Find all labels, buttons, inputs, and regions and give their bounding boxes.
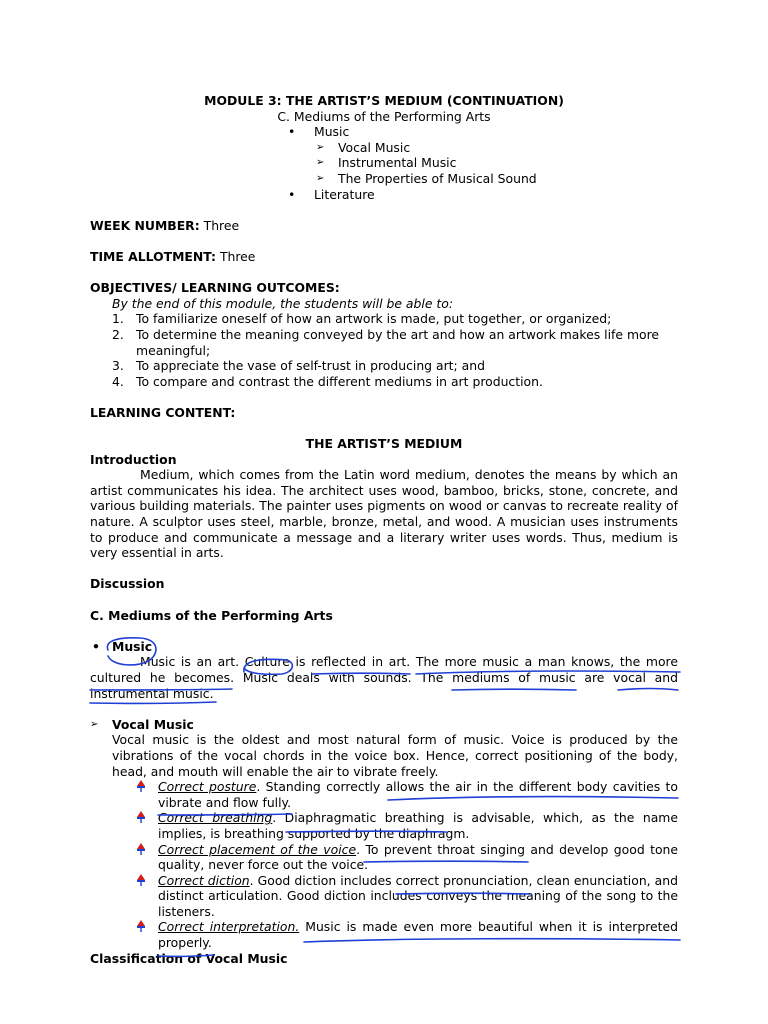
- document-page: [90, 93, 678, 966]
- vocal-tip-item: Correct placement of the voice. To prevent throat singing and develop good tone quality, never force out the voice.: [90, 842, 678, 873]
- toc-item-vocal: ➢ Vocal Music: [316, 139, 411, 155]
- vocal-tip-item: Correct posture. Standing correctly allows the air in the different body cavities to vibrate and flow fully.: [90, 779, 678, 810]
- learning-content-heading: LEARNING CONTENT:: [90, 404, 236, 420]
- introduction-heading: Introduction: [90, 451, 177, 467]
- vocal-music-text: Vocal music is the oldest and most natural form of music. Voice is produced by the vibrations of the vocal chords in the voice box. Hence, correct positioning of the body, head, and mouth will enable the air to vibrate freely.: [112, 732, 678, 779]
- objectives-list: [90, 311, 678, 389]
- module-toc: [280, 124, 768, 202]
- pushpin-bullet-icon: [134, 842, 148, 860]
- music-text: Music is an art. Culture is reflected in art. The more music a man knows, the more cultured he becomes. Music deals with sounds. The mediums of music are vocal and instrumental music.: [90, 654, 678, 701]
- objective-item: 4. To compare and contrast the different mediums in art production.: [112, 373, 543, 389]
- vocal-tip-item: Correct diction. Good diction includes correct pronunciation, clean enunciation, and distinct articulation. Good diction includes conveys the meaning of the song to the listeners.: [90, 873, 678, 920]
- vocal-music-heading: ➢ Vocal Music: [90, 716, 194, 732]
- objective-item: 3. To appreciate the vase of self-trust in producing art; and: [112, 358, 485, 374]
- vocal-tips-list: [90, 779, 678, 951]
- section-title: THE ARTIST’S MEDIUM: [305, 436, 463, 452]
- introduction-text: Medium, which comes from the Latin word medium, denotes the means by which an artist communicates his idea. The architect uses wood, bamboo, bricks, stone, concrete, and various building materials. The painter uses pigments on wood or canvas to recreate reality of nature. A sculptor uses steel, marble, bronze, metal, and wood. A musician uses instruments to produce and communicate a message and a literary writer uses words. Thus, medium is very essential in arts.: [90, 467, 678, 561]
- discussion-heading: Discussion: [90, 576, 165, 592]
- toc-item-literature: • Literature: [288, 186, 375, 202]
- classification-heading: Classification of Vocal Music: [90, 950, 288, 966]
- week-number: WEEK NUMBER: Three: [90, 217, 240, 233]
- module-title: MODULE 3: THE ARTIST’S MEDIUM (CONTINUATION): [204, 93, 564, 108]
- section-c-heading: C. Mediums of the Performing Arts: [90, 607, 333, 623]
- vocal-tip-item: Correct interpretation. Music is made even more beautiful when it is interpreted properly.: [90, 919, 678, 950]
- objectives-intro: By the end of this module, the students will be able to:: [112, 295, 454, 311]
- pushpin-bullet-icon: [134, 873, 148, 891]
- music-heading: • Music: [92, 638, 153, 654]
- pushpin-bullet-icon: [134, 810, 148, 828]
- vocal-tip-item: Correct breathing. Diaphragmatic breathing is advisable, which, as the name implies, is breathing supported by the diaphragm.: [90, 810, 678, 841]
- objective-item: 1. To familiarize oneself of how an artwork is made, put together, or organized;: [112, 311, 612, 327]
- module-subtitle: C. Mediums of the Performing Arts: [277, 108, 491, 124]
- toc-item-music: • Music: [288, 124, 350, 140]
- time-allotment: TIME ALLOTMENT: Three: [90, 248, 256, 264]
- objectives-heading: OBJECTIVES/ LEARNING OUTCOMES:: [90, 280, 340, 296]
- toc-item-instrumental: ➢ Instrumental Music: [316, 155, 457, 171]
- objective-item: 2. To determine the meaning conveyed by the art and how an artwork makes life more meaningful;: [112, 326, 660, 358]
- toc-item-properties: ➢ The Properties of Musical Sound: [316, 170, 537, 186]
- pushpin-bullet-icon: [134, 779, 148, 797]
- pushpin-bullet-icon: [134, 919, 148, 937]
